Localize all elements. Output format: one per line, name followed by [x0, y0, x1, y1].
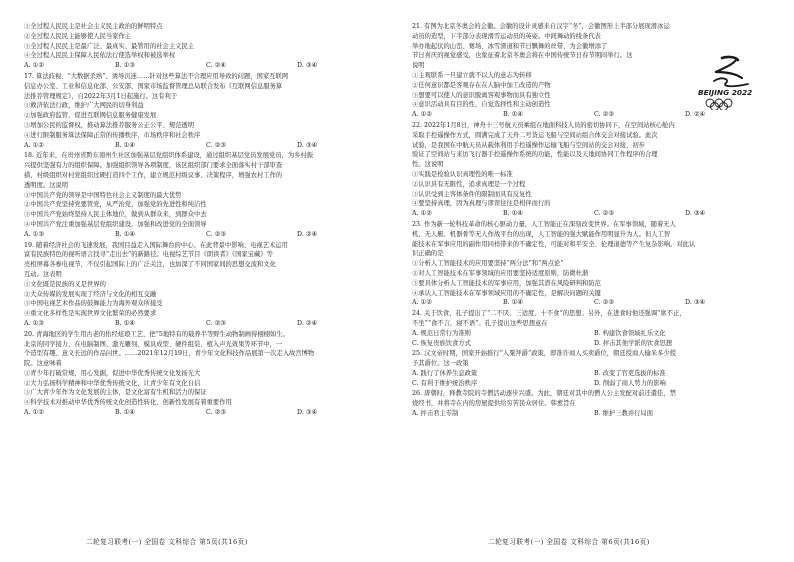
question-26 — [412, 389, 778, 418]
q24-answer-d: D. 抨击其他学派的饮食思想 — [594, 339, 673, 347]
q20-stem-line: 院。这意味着 — [24, 360, 62, 368]
q25-answers-row-2 — [412, 379, 778, 389]
q18-answer-d: D. ②④ — [297, 230, 318, 238]
q18-answer-b: B. ①④ — [115, 230, 135, 238]
q20-option-4: ④科学技术对推动中华优秀传统文化创造性转化，创新性发展有着重要作用 — [24, 399, 232, 407]
question-18 — [24, 151, 390, 239]
q18-answer-a: A. ①③ — [24, 230, 44, 238]
q17-answers — [24, 141, 390, 151]
q21-answer-c: C. ②③ — [594, 111, 614, 119]
q22-answer-c: C. ②③ — [594, 210, 614, 218]
q17-answer-d: D. ③④ — [297, 141, 318, 149]
q22-answer-a: A. ①② — [412, 210, 432, 218]
q21-option-4: ④意识活动具有目的性，自觉选择性和主动创造性 — [412, 101, 551, 109]
q26-answers-row-1 — [412, 409, 778, 419]
q20-option-3: ③广大青少年作为文化发展的主体，是文化富有生机和活力的保证 — [24, 389, 207, 397]
q24-answer-a: A. 规范日常行为准则 — [412, 329, 471, 337]
q21-option-1: ①主观联系一旦建立就不以人的意志为转移 — [412, 71, 532, 79]
q17-stem-line: 法推荐管理规定》，自2022年3月1日起施行。这有利于 — [24, 92, 178, 100]
q19-stem-line: 19. 随着经济社会的飞速发展，我国目益走入国际舞台的中心。在此背景中影响、电视艺术运用 — [24, 241, 288, 249]
footer-right: 二轮复习联考(一) 全国卷 文科综合 第6页(共16页) — [488, 538, 650, 546]
q19-stem-line: 亮相屏幕各参电视节，不仅引起国际上的广泛关注，也加深了不同国家间的思想交流和文化 — [24, 261, 276, 269]
q21-option-2: ②任何意识都是客观存在在人脑中加工改造的产物 — [412, 81, 551, 89]
q16-option-2: ②全过程人民民主能够使人民当家作主 — [24, 32, 132, 40]
q18-answer-c: C. ②③ — [206, 230, 226, 238]
q22-answer-b: B. ①④ — [503, 210, 523, 218]
beijing-2022-emblem — [692, 54, 772, 110]
q24-answer-b: B. 构建饮食领域礼乐文化 — [594, 329, 666, 337]
q23-answer-b: B. ①④ — [503, 299, 523, 307]
q26-answer-b: B. 维护三教并行局面 — [594, 410, 654, 418]
left-column — [24, 22, 390, 418]
q21-answer-a: A. ①② — [412, 111, 432, 119]
q22-option-2: ②认识具有无限性，追求真理是一个过程 — [412, 180, 526, 188]
q20-option-1: ①青少年打破常规，用心发掘，促进中华优秀传统文化发扬光大 — [24, 369, 201, 377]
q26-answer-a: A. 抨击君主专制 — [412, 410, 459, 418]
q25-stem-line: 予其爵位。这一政策 — [412, 360, 469, 368]
q20-option-2: ②大力弘扬科学精神和中华优秀传统文化，让青少年有文化自信 — [24, 379, 201, 387]
q22-stem-line: 性。这说明 — [412, 161, 444, 169]
question-24 — [412, 309, 778, 348]
q21-stem-line: 动员的造型，下半部分表现滑雪运动员的英姿。中间舞动的线条代表 — [412, 32, 601, 40]
q26-stem-line: 烧经书，并将寺在内的房屋提供给穷苦民众居住。韩愈旨在 — [412, 400, 576, 408]
q17-option-2: ②加强政府监管，促进互联网信息服务健康发展 — [24, 112, 157, 120]
q25-answer-d: D. 削弱了商人势力的影响 — [594, 379, 666, 387]
q25-answers-row-1 — [412, 369, 778, 379]
q23-option-2: ②对人工智能技术在军事领域的应用要坚持适度原则，防微杜渐 — [412, 269, 589, 277]
q17-answer-a: A. ①② — [24, 141, 44, 149]
q18-answers — [24, 230, 390, 240]
q19-option-2: ②大众传媒的发展实现了经济与文化的相互交融 — [24, 290, 157, 298]
q22-stem-line: 22. 2022年1月8日，神舟十三号航天员乘组在地面科技人员的密切协同下，在空间站核心舱内 — [412, 121, 675, 129]
q18-stem-line: 18. 近年来，在贵州省黔东南州生社区加强基层党组织体系建设，通过组织基层党员发展党员，为乡村振 — [24, 152, 314, 160]
q23-answer-d: D. ③④ — [685, 299, 706, 307]
q24-answers-row-2 — [412, 339, 778, 349]
q23-answer-a: A. ①② — [412, 299, 432, 307]
q23-option-3: ③要具体分析人工智能技术的军事应用，加强其潜在风险研判和防范 — [412, 279, 601, 287]
q18-stem-line: 措，村级组织对村党组织过硬打造四个工作，建立规范村级议事、决策程序，增强农村工作的 — [24, 171, 283, 179]
q24-stem-line: 不坐”“食不言，寝不语”。孔子提出这些思想意在 — [412, 319, 548, 327]
q19-answer-a: A. ①③ — [24, 319, 44, 327]
q16-answer-a: A. ①② — [24, 62, 44, 70]
q16-option-3: ③全过程人民民主是最广泛、最真实、最管用的社会主义民主 — [24, 42, 195, 50]
q19-option-3: ③中国电视艺术作品的鼓舞能力为海外观众所接受 — [24, 300, 163, 308]
q18-option-1: ①中国共产党的领导是中国特色社会主义制度的最大优势 — [24, 191, 182, 199]
q21-answers — [412, 110, 778, 120]
q22-stem-line: 采取手控遥操作方式，圆满完成了天舟二号货运飞船与空间站组合体交会对接试验。此次 — [412, 131, 658, 139]
q19-option-4: ④重文化多样性是实现世界文化繁荣的必然要求 — [24, 310, 157, 318]
q25-stem-line: 25. 汉文帝时期，国家开始推行“入粟拜爵”政策，即准许商人买卖爵位，朝廷授商人输米多少授 — [412, 350, 677, 358]
q16-answer-c: C. ②④ — [206, 62, 226, 70]
q19-answers — [24, 319, 390, 329]
q19-option-1: ①文化既是民族的又是世界的 — [24, 280, 106, 288]
q17-answer-b: B. ①④ — [115, 141, 135, 149]
emblem-text: BEIJING 2022 — [698, 88, 753, 97]
q16-answers — [24, 61, 390, 71]
q17-option-1: ①救济依法行政，维护广大网民的切身利益 — [24, 102, 144, 110]
q22-option-4: ④要坚持真理，因为真理与谬误往往是相伴而行的 — [412, 200, 551, 208]
q22-stem-line: 验证了空间站与来访飞行器手控遥操作系统的功能，性能以及天地间协同工作程序的合理 — [412, 151, 658, 159]
q19-stem-line: 富有民族特色的视听语言找寻“走出去”的新路径。电视综艺节目《朗读者》《国家宝藏》等 — [24, 251, 273, 259]
question-25 — [412, 349, 778, 388]
q23-option-4: ④承认人工智能技术在军事领域应用的不确定性，是解决问题的关键 — [412, 289, 601, 297]
q21-answer-d: D. ②④ — [685, 111, 706, 119]
q22-stem-line: 试验，是我国在中航天员从载体利用手控遥操作运输飞船与空间站的交会对接，初步 — [412, 141, 645, 149]
question-19 — [24, 241, 390, 329]
q24-answer-c: C. 恢复贵族饮食方式 — [412, 339, 471, 347]
question-23 — [412, 220, 778, 308]
q25-answer-a: A. 践行了休养生息政策 — [412, 369, 478, 377]
q16-answer-d: D. ③④ — [297, 62, 318, 70]
q22-option-3: ③认识受到主客体条件的限制而具有反复性 — [412, 190, 532, 198]
q25-answer-b: B. 改变了官吏选拔的标准 — [594, 369, 666, 377]
q23-answers — [412, 298, 778, 308]
q24-stem-line: 24. 关于饮食，孔子提出了“二不厌、三适度、十不食”的思想；另外，在进食时他还强调“席不正， — [412, 310, 686, 318]
q17-stem-line: 17. 算法歧视、“大数据杀熟”、诱导沉迷……针对这些算法不合理应用导致的问题，国家互联网 — [24, 72, 289, 80]
q21-stem-line: 说明 — [412, 62, 425, 70]
q23-stem-line: 机、无人艇、机器骨等无人作战平台的出现，人工智能的强大赋能作用明显升为人。但人工智 — [412, 230, 671, 238]
q21-answer-b: B. ①④ — [503, 111, 523, 119]
q22-answer-d: D. ③④ — [685, 210, 706, 218]
q20-answer-c: C. ②③ — [206, 409, 226, 417]
q19-answer-d: D. ②④ — [297, 319, 318, 327]
q23-answer-c: C. ②③ — [594, 299, 614, 307]
q20-stem-line: 北京的同学接力，在电脑制图、激光雕刻、模具成型、硬件组装、植入声光效果等环节中，一 — [24, 340, 283, 348]
footer-left: 二轮复习联考(一) 全国卷 文科综合 第5页(共16页) — [86, 538, 248, 546]
q24-answers-row-1 — [412, 329, 778, 339]
q19-stem-line: 互动。这表明 — [24, 270, 62, 278]
q18-stem-line: 透明度。这说明 — [24, 181, 69, 189]
q20-answer-b: B. ①④ — [115, 409, 135, 417]
emblem-ribbon — [714, 57, 748, 86]
q19-answer-c: C. ②③ — [206, 319, 226, 327]
q23-stem-line: 识正确的是 — [412, 250, 444, 258]
q21-option-3: ③想要可以使人的意识脱离客观事物而具有独立性 — [412, 91, 551, 99]
q21-stem-line: 21. 有图为北京冬奥会的会徽。会徽的设计灵感来自汉字“冬”，会徽图形上半部分展现滑冰运 — [412, 23, 670, 30]
q18-option-3: ③中国共产党始终坚持人民主体地位，做到从群众来，到群众中去 — [24, 211, 207, 219]
q22-option-1: ①实践是检验认识真理性的唯一标准 — [412, 170, 513, 178]
q20-answers — [24, 408, 390, 418]
q26-stem-line: 26. 唐朝时，释教寺院的寺僧活动逐步兴盛。为此，朝廷对其中的僧人公主发配对前还遣佳，禁 — [412, 390, 676, 398]
q18-option-4: ④中国共产党注重加强基层党组织建设，加强和改进党的全面领导 — [24, 220, 207, 228]
q25-answer-c: C. 有利于维护统治秩序 — [412, 379, 478, 387]
q21-stem-line: 举办地起伏的山峦、赛场、冰雪滑道和节日飘舞的丝带，为会徽增添了 — [412, 42, 608, 50]
question-22 — [412, 121, 778, 219]
q23-option-1: ①分析人工智能技术的应用要坚持“两分法”和“两点论” — [412, 260, 564, 268]
q16-answer-b: B. ①③ — [115, 62, 135, 70]
q17-option-3: ③增加公民的监督权，推动算法推荐服务公正公平、规范透明 — [24, 121, 195, 129]
question-17 — [24, 72, 390, 150]
q19-answer-b: B. ①④ — [115, 319, 135, 327]
q20-stem-line: 20. 青海地区的学生用古老的佑经炫琅工艺，把“5地特有的载养半等野生动物制画得栩栩如生。 — [24, 330, 289, 338]
q22-answers — [412, 209, 778, 219]
q17-option-4: ④进行限制服务算法保障正常的传播秩序，市场秩序和社会秩序 — [24, 131, 201, 139]
q23-stem-line: 能技术在军事应用的副作用同样带来的不确定性，可能对和平安全、伦理道德等产生复杂影响。对此认 — [412, 240, 696, 248]
q16-option-4: ④全过程人民民主保障人民依法行使选举权和被选举权 — [24, 52, 176, 60]
q16-option-1: ①全过程人民民主是社会主义民主政治的鲜明特点 — [24, 23, 163, 30]
olympic-rings-icon — [706, 99, 732, 110]
q20-answer-a: A. ①② — [24, 409, 44, 417]
question-20 — [24, 330, 390, 418]
q17-answer-c: C. ②③ — [206, 141, 226, 149]
q17-stem-line: 信息办公室、工业和信息化部、公安部、国家市场监督管理总局联合发布《互联网信息服务算 — [24, 82, 283, 90]
q20-answer-d: D. ③④ — [297, 409, 318, 417]
q20-stem-line: 个造型有趣、意义长远的作品问世。……2021年12月19日，青少年文化科技作品展第一次走入故宫博物 — [24, 350, 315, 358]
q21-stem-line: 节日喜庆的视觉感受，也象征着北京冬奥会将在中国传统节日春节期间举行。这 — [412, 52, 633, 60]
q18-stem-line: 兴提供坚强有力的组织保障。加强组织领导各项制度，该区组织部门要求全面落实村干部审查 — [24, 162, 283, 170]
q23-stem-line: 23. 作为新一轮科技革命的核心驱动力量，人工智能正在深刻改变世界。在军事领域，随着无人 — [412, 220, 676, 228]
q18-option-2: ②中国共产党坚持党要管党，从严治党，加强党的先进性和纯洁性 — [24, 201, 207, 209]
